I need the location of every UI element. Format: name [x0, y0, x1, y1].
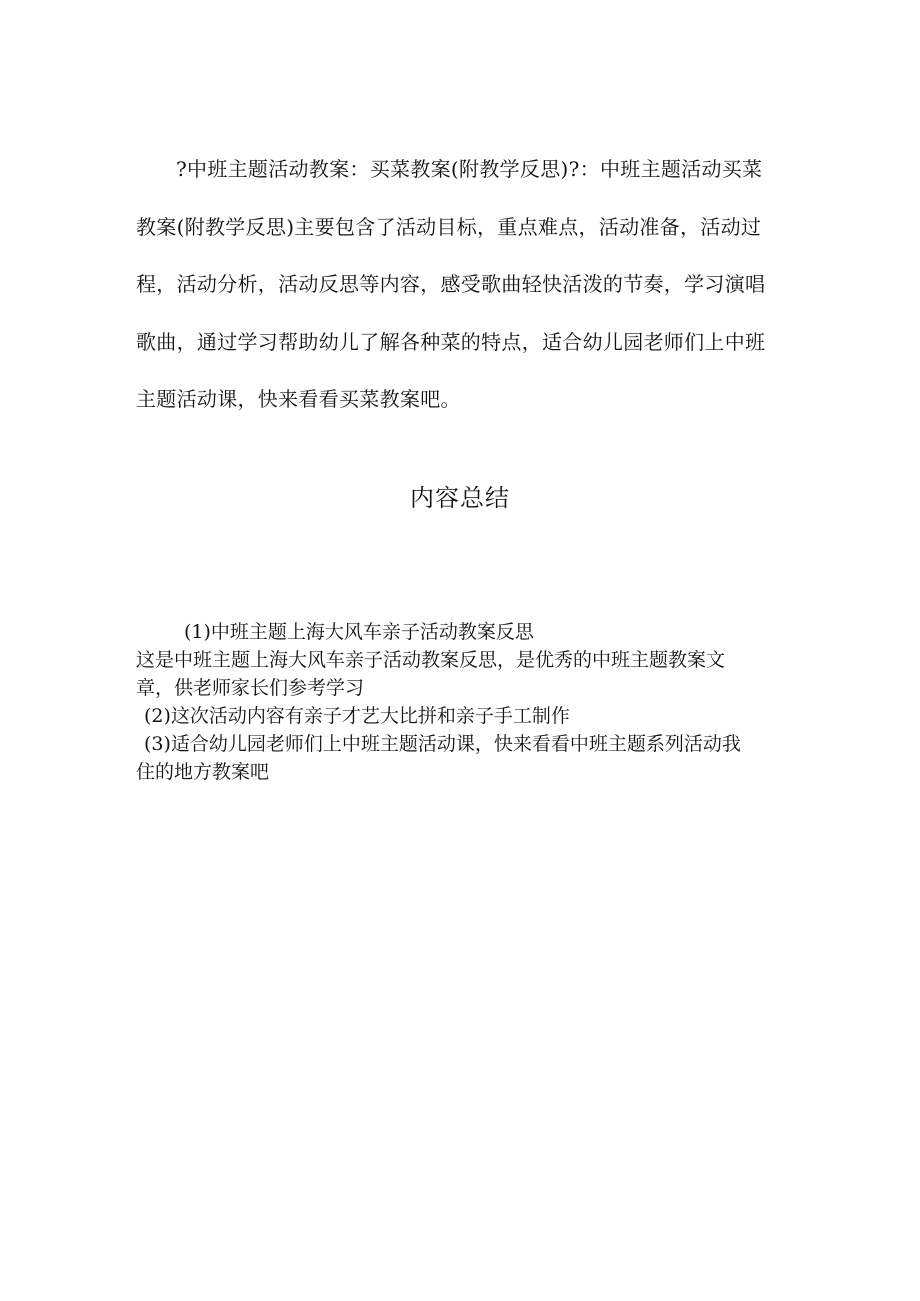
summary-item-1-text-line-2: 章，供老师家长们参考学习: [136, 677, 365, 699]
summary-item-1-title: (1)中班主题上海大风车亲子活动教案反思: [184, 621, 534, 643]
section-title: 内容总结: [410, 484, 510, 512]
summary-list: [136, 618, 786, 786]
summary-item-3-line-1: (3)适合幼儿园老师们上中班主题活动课，快来看看中班主题系列活动我: [144, 733, 741, 755]
summary-item-3-line-2: 住的地方教案吧: [136, 761, 270, 783]
summary-item-1-text-line-1: 这是中班主题上海大风车亲子活动教案反思，是优秀的中班主题教案文: [136, 649, 726, 671]
intro-paragraph: ?中班主题活动教案：买菜教案(附教学反思)?：中班主题活动买菜教案(附教学反思)主要包含了活动目标，重点难点，活动准备，活动过程，活动分析，活动反思等内容，感受歌曲轻快活泼的节奏，学习演唱歌曲，通过学习帮助幼儿了解各种菜的特点，适合幼儿园老师们上中班主题活动课，快来看看买菜教案吧。: [136, 157, 766, 411]
summary-item-2: (2)这次活动内容有亲子才艺大比拼和亲子手工制作: [144, 705, 570, 727]
